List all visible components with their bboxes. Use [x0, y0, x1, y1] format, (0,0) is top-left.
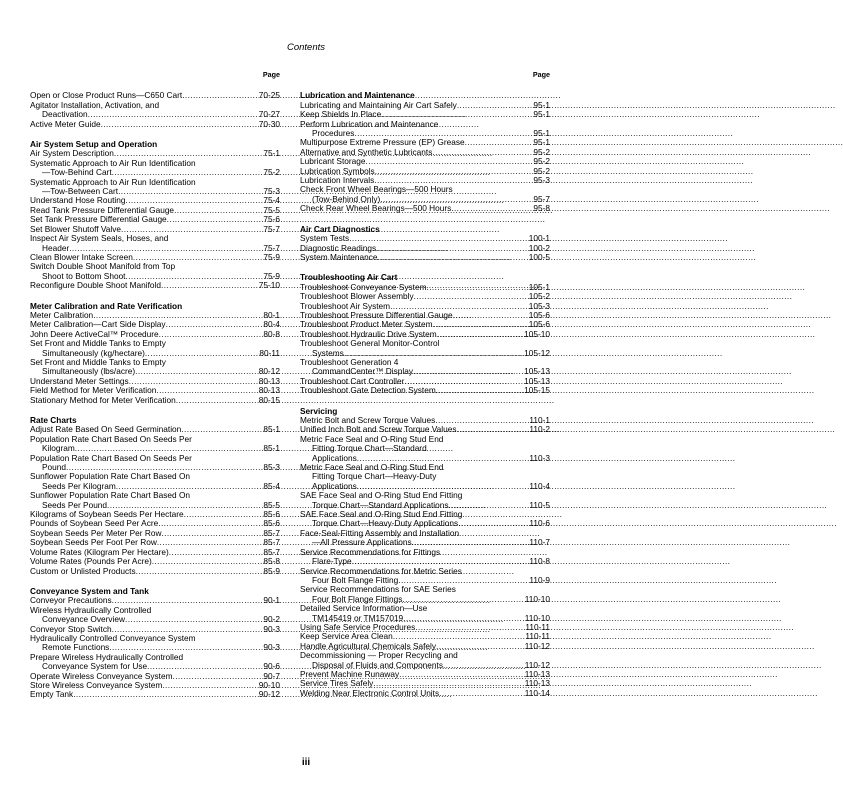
entry-text: Face-Seal-Fitting Assembly and Installation — [300, 527, 460, 538]
entry-text: Disposal of Fluids and Components — [312, 659, 443, 670]
entry-text: Agitator Installation, Activation, and — [30, 99, 160, 110]
entry-text: Operate Wireless Conveyance System — [30, 670, 173, 681]
toc-entry[interactable] — [30, 396, 280, 405]
entry-text: Volume Rates (Pounds Per Acre) — [30, 556, 152, 567]
toc-entry[interactable] — [300, 253, 550, 262]
entry-page: 110-11 — [525, 621, 550, 632]
entry-text: Troubleshoot General Monitor-Control — [300, 338, 440, 349]
dot-leader — [451, 204, 532, 213]
toc-entry[interactable] — [30, 281, 280, 290]
dot-leader — [458, 519, 528, 528]
entry-page: 75-5 — [263, 204, 280, 215]
dot-leader — [159, 330, 263, 339]
toc-section — [300, 273, 550, 395]
entry-text: Troubleshoot Cart Controller — [300, 375, 405, 386]
entry-text: Inspect Air System Seals, Hoses, and — [30, 233, 169, 244]
entry-text: Keep Shields In Place — [300, 109, 382, 120]
entry-text: Open or Close Product Runs—C650 Cart — [30, 90, 183, 101]
toc-entry[interactable] — [300, 120, 550, 139]
entry-text: Population Rate Chart Based On Seeds Per — [30, 452, 192, 463]
entry-text: Lubrication Symbols — [300, 165, 375, 176]
entry-text: System Tests — [300, 233, 350, 244]
entry-text: —All Pressure Applications — [312, 537, 412, 548]
toc-entry[interactable] — [30, 653, 280, 672]
toc-entry[interactable] — [300, 651, 550, 670]
entry-page: 75-9 — [263, 270, 280, 281]
entry-text: Handle Agricultural Chemicals Safely — [300, 640, 437, 651]
entry-text: Soybean Seeds Per Foot Per Row — [30, 537, 157, 548]
entry-text: Prepare Wireless Hydraulically Controlled — [30, 651, 184, 662]
entry-text: Service Recommendations for SAE Series — [300, 584, 456, 595]
toc-entry[interactable] — [30, 472, 280, 491]
entry-text: Lubrication Intervals — [300, 175, 375, 186]
entry-text: Service Recommendations for Metric Series — [300, 565, 462, 576]
entry-page: 95-2 — [533, 146, 550, 157]
entry-text: Kilogram — [42, 443, 75, 454]
dot-leader — [439, 689, 524, 698]
entry-text: Troubleshoot Generation 4 — [300, 356, 399, 367]
entry-page: 105-6 — [528, 319, 550, 330]
toc-entry[interactable] — [300, 689, 550, 698]
entry-text: Soybean Seeds Per Meter Per Row — [30, 527, 162, 538]
entry-page: 110-13 — [524, 678, 550, 689]
toc-entry[interactable] — [300, 339, 550, 358]
entry-text: Conveyance System for Use — [42, 661, 148, 672]
entry-text: CommandCenter™ Display — [312, 366, 413, 377]
entry-text: Adjust Rate Based On Seed Germination — [30, 424, 182, 435]
toc-section — [300, 91, 550, 213]
entry-text: Systems — [312, 347, 344, 358]
entry-page: 85-7 — [263, 546, 280, 557]
page-column-label: Page — [532, 70, 550, 79]
entry-page: 90-2 — [263, 614, 280, 625]
section-title: Rate Charts — [30, 415, 77, 425]
entry-page: 80-13 — [258, 385, 280, 396]
entry-text: Seeds Per Kilogram — [42, 480, 116, 491]
entry-page: 110-5 — [529, 499, 550, 510]
entry-page: 85-4 — [263, 480, 280, 491]
entry-text: Perform Lubrication and Maintenance — [300, 118, 439, 129]
entry-page: 90-6 — [263, 661, 280, 672]
entry-page: 110-8 — [529, 556, 550, 567]
entry-text: Check Front Wheel Bearings—500 Hours — [300, 184, 453, 195]
toc-entry[interactable] — [30, 634, 280, 653]
dot-leader — [437, 330, 524, 339]
toc-entry[interactable] — [300, 585, 550, 604]
entry-text: Reconfigure Double Shoot Manifold — [30, 280, 161, 291]
entry-text: Service Recommendations for Fittings — [300, 546, 441, 557]
dot-leader — [182, 91, 258, 100]
entry-page: 95-2 — [533, 156, 550, 167]
entry-text: Systematic Approach to Air Run Identification — [30, 176, 196, 187]
entry-text: Applications — [312, 480, 357, 491]
entry-page: 75-7 — [263, 223, 280, 234]
entry-page: 110-9 — [529, 574, 550, 585]
entry-page: 75-1 — [263, 148, 280, 159]
entry-text: Check Rear Wheel Bearings—500 Hours — [300, 203, 452, 214]
entry-text: Troubleshoot Air System — [300, 300, 391, 311]
entry-page: 105-13 — [524, 366, 550, 377]
entry-text: Metric Face Seal and O-Ring Stud End — [300, 433, 444, 444]
entry-page: 100-1 — [528, 233, 550, 244]
entry-page: 100-5 — [528, 251, 550, 262]
entry-page: 110-13 — [524, 668, 550, 679]
entry-page: 85-1 — [263, 443, 280, 454]
entry-text: Welding Near Electronic Control Units — [300, 687, 440, 698]
entry-page: 95-8 — [533, 203, 550, 214]
dot-leader — [136, 567, 263, 576]
toc-entry[interactable] — [30, 120, 280, 129]
entry-page: 100-2 — [528, 242, 550, 253]
toc-entry[interactable] — [300, 604, 550, 623]
entry-text: John Deere ActiveCal™ Procedure — [30, 328, 159, 339]
toc-entry[interactable] — [300, 435, 550, 463]
dot-leader — [101, 120, 258, 129]
entry-page: 105-12 — [524, 347, 550, 358]
toc-entry[interactable] — [30, 358, 280, 377]
entry-page: 75-2 — [263, 167, 280, 178]
entry-page: 110-6 — [529, 518, 550, 529]
entry-page: 90-3 — [263, 642, 280, 653]
entry-page: 105-1 — [528, 281, 550, 292]
entry-text: Multipurpose Extreme Pressure (EP) Grease — [300, 137, 465, 148]
toc-entry[interactable] — [300, 463, 550, 491]
dot-leader — [73, 690, 258, 699]
toc-section — [300, 225, 550, 263]
entry-text: Pound — [42, 462, 66, 473]
entry-page: 105-6 — [528, 309, 550, 320]
toc-section — [30, 140, 280, 291]
entry-text: Torque Chart—Heavy-Duty Applications — [312, 518, 459, 529]
entry-page: 70-27 — [258, 109, 280, 120]
page-column-label: Page — [262, 70, 280, 79]
toc-entry[interactable] — [300, 185, 550, 204]
entry-page: 95-1 — [533, 109, 550, 120]
entry-text: Field Method for Meter Verification — [30, 385, 157, 396]
entry-page: 90-3 — [263, 623, 280, 634]
entry-text: Volume Rates (Kilogram Per Hectare) — [30, 546, 169, 557]
entry-page: 85-6 — [263, 518, 280, 529]
entry-text: Troubleshoot Product Meter System — [300, 319, 433, 330]
entry-text: Diagnostic Readings — [300, 242, 377, 253]
toc-entry[interactable] — [300, 510, 550, 529]
toc-entry[interactable] — [30, 454, 280, 473]
entry-page: 95-7 — [533, 193, 550, 204]
dot-leader — [457, 425, 529, 434]
entry-page: 85-9 — [263, 565, 280, 576]
entry-text: —Tow-Between Cart — [42, 186, 119, 197]
entry-text: Switch Double Shoot Manifold from Top — [30, 261, 176, 272]
entry-text: TM145419 or TM157019 — [312, 612, 404, 623]
toc-entry[interactable] — [300, 491, 550, 510]
entry-text: Four Bolt Flange Fitting — [312, 574, 399, 585]
entry-page: 95-1 — [533, 137, 550, 148]
entry-text: Stationary Method for Meter Verification — [30, 394, 176, 405]
page-header-title: Contents — [286, 42, 326, 53]
entry-text: Simultaneously (kg/hectare) — [42, 347, 145, 358]
entry-text: Active Meter Guide — [30, 118, 101, 129]
toc-section — [30, 91, 280, 129]
entry-text: Empty Tank — [30, 689, 74, 700]
entry-page: 110-7 — [529, 537, 550, 548]
entry-text: Set Tank Pressure Differential Gauge — [30, 214, 167, 225]
entry-page: 85-7 — [263, 527, 280, 538]
entry-text: Custom or Unlisted Products — [30, 565, 136, 576]
toc-section — [30, 302, 280, 405]
entry-text: Read Tank Pressure Differential Gauge — [30, 204, 175, 215]
entry-page: 75-4 — [263, 195, 280, 206]
entry-text: Hydraulically Controlled Conveyance System — [30, 632, 196, 643]
entry-text: —Tow-Behind Cart — [42, 167, 112, 178]
entry-page: 110-3 — [529, 452, 550, 463]
entry-page: 75-6 — [263, 214, 280, 225]
toc-right-column — [300, 70, 550, 698]
entry-text: Prevent Machine Runaway — [300, 668, 400, 679]
toc-entry[interactable] — [30, 690, 280, 699]
entry-page: 90-12 — [258, 689, 280, 700]
entry-page: 85-5 — [263, 499, 280, 510]
entry-text: Lubricant Storage — [300, 156, 366, 167]
entry-page: 90-1 — [263, 595, 280, 606]
entry-text: Store Wireless Conveyance System — [30, 679, 163, 690]
entry-text: Set Front and Middle Tanks to Empty — [30, 338, 166, 349]
entry-text: (Tow-Behind Only) — [312, 193, 381, 204]
entry-page: 105-15 — [524, 385, 550, 396]
entry-text: Conveyor Stop Switch — [30, 623, 112, 634]
entry-page: 80-13 — [258, 375, 280, 386]
entry-page: 95-1 — [533, 128, 550, 139]
entry-page: 70-25 — [258, 90, 280, 101]
entry-text: Lubricating and Maintaining Air Cart Safely — [300, 99, 457, 110]
entry-page: 80-11 — [259, 347, 280, 358]
entry-text: Meter Calibration—Cart Side Display — [30, 319, 166, 330]
entry-page: 85-7 — [263, 537, 280, 548]
entry-page: 105-13 — [524, 375, 550, 386]
entry-text: Troubleshoot Hydraulic Drive System — [300, 328, 437, 339]
toc-left-column — [30, 70, 280, 700]
dot-leader — [436, 386, 523, 395]
entry-page: 110-12 — [524, 659, 550, 670]
toc-entry[interactable] — [30, 339, 280, 358]
entry-page: 110-10 — [524, 612, 550, 623]
toc-entry[interactable] — [300, 567, 550, 586]
dot-leader — [176, 396, 258, 405]
dot-leader — [377, 253, 527, 262]
section-title: Air Cart Diagnostics — [300, 223, 380, 234]
entry-text: Troubleshoot Pressure Differential Gauge — [300, 309, 453, 320]
page-number: iii — [301, 757, 311, 768]
entry-page: 105-3 — [528, 300, 550, 311]
toc-entry[interactable] — [300, 386, 550, 395]
toc-entry[interactable] — [30, 234, 280, 253]
section-title: Lubrication and Maintenance — [300, 90, 415, 101]
dot-leader — [161, 281, 258, 290]
entry-page: 110-10 — [524, 593, 550, 604]
entry-page: 70-30 — [258, 118, 280, 129]
entry-text: Metric Bolt and Screw Torque Values — [300, 415, 436, 425]
toc-entry[interactable] — [300, 548, 550, 567]
entry-text: System Maintenance — [300, 251, 378, 262]
toc-entry[interactable] — [30, 606, 280, 625]
toc-section — [30, 416, 280, 576]
toc-entry[interactable] — [30, 101, 280, 120]
toc-entry[interactable] — [30, 159, 280, 178]
entry-page: 85-8 — [263, 556, 280, 567]
section-title: Meter Calibration and Rate Verification — [30, 300, 183, 311]
entry-page: 80-15 — [258, 394, 280, 405]
entry-text: Pounds of Soybean Seed Per Acre — [30, 518, 159, 529]
entry-page: 95-2 — [533, 165, 550, 176]
entry-page: 90-7 — [263, 670, 280, 681]
toc-section — [300, 407, 550, 699]
toc-entry[interactable] — [300, 529, 550, 548]
entry-text: Torque Chart—Standard Applications — [312, 499, 449, 510]
entry-text: Detailed Service Information—Use — [300, 603, 428, 614]
entry-page: 110-2 — [529, 424, 550, 435]
entry-page: 80-4 — [263, 319, 280, 330]
section-title: Conveyance System and Tank — [30, 585, 149, 596]
entry-text: Simultaneously (lbs/acre) — [42, 366, 136, 377]
entry-page: 85-3 — [263, 462, 280, 473]
entry-text: Fitting Torque Chart—Heavy-Duty — [312, 471, 437, 482]
entry-page: 95-1 — [533, 99, 550, 110]
entry-text: Metric Face Seal and O-Ring Stud End — [300, 462, 444, 473]
entry-text: Air System Description — [30, 148, 114, 159]
entry-text: Meter Calibration — [30, 309, 94, 320]
entry-text: Fitting Torque Chart—Standard — [312, 443, 427, 454]
entry-page: 75-10 — [258, 280, 280, 291]
entry-page: 105-10 — [524, 328, 550, 339]
entry-text: Seeds Per Pound — [42, 499, 108, 510]
entry-text: Alternative and Synthetic Lubricants — [300, 146, 433, 157]
entry-text: Keep Service Area Clean — [300, 631, 393, 642]
entry-text: Troubleshoot Blower Assembly — [300, 291, 414, 302]
section-title: Servicing — [300, 405, 338, 416]
entry-page: 95-3 — [533, 175, 550, 186]
entry-page: 110-11 — [525, 631, 550, 642]
entry-text: Set Blower Shutoff Valve — [30, 223, 122, 234]
entry-text: Understand Meter Settings — [30, 375, 129, 386]
entry-text: Conveyance Overview — [42, 614, 126, 625]
entry-text: Using Safe Service Procedures — [300, 621, 416, 632]
entry-text: Population Rate Chart Based On Seeds Per — [30, 433, 192, 444]
entry-text: Unified Inch Bolt and Screw Torque Values — [300, 424, 457, 435]
entry-page: 105-2 — [528, 291, 550, 302]
entry-text: Understand Hose Routing — [30, 195, 126, 206]
entry-text: Clean Blower Intake Screen — [30, 251, 133, 262]
dot-leader — [181, 425, 262, 434]
entry-text: Decommissioning — Proper Recycling and — [300, 650, 458, 661]
entry-text: Service Tires Safely — [300, 678, 374, 689]
entry-text: SAE Face Seal and O-Ring Stud End Fitting — [300, 509, 463, 520]
toc-entry[interactable] — [300, 204, 550, 213]
entry-text: Shoot to Bottom Shoot — [42, 270, 126, 281]
toc-entry[interactable] — [30, 262, 280, 281]
entry-page: 90-10 — [258, 679, 280, 690]
toc-section — [30, 587, 280, 700]
entry-page: 110-14 — [524, 687, 550, 698]
entry-text: Sunflower Population Rate Chart Based On — [30, 471, 191, 482]
toc-entry[interactable] — [30, 491, 280, 510]
entry-page: 75-9 — [263, 251, 280, 262]
entry-page: 80-12 — [258, 366, 280, 377]
section-title: Air System Setup and Operation — [30, 139, 158, 150]
entry-text: Troubleshoot Gate Detection System — [300, 385, 436, 396]
entry-page: 75-3 — [263, 186, 280, 197]
section-title: Troubleshooting Air Cart — [300, 272, 398, 283]
toc-entry[interactable] — [30, 567, 280, 576]
entry-page: 80-1 — [263, 309, 280, 320]
entry-text: Kilograms of Soybean Seeds Per Hectare — [30, 509, 184, 520]
entry-text: Header — [42, 242, 70, 253]
entry-page: 85-1 — [263, 424, 280, 435]
entry-text: Procedures — [312, 128, 355, 139]
entry-text: Systematic Approach to Air Run Identification — [30, 157, 196, 168]
entry-text: Remote Functions — [42, 642, 110, 653]
entry-text: Applications — [312, 452, 357, 463]
entry-page: 110-1 — [529, 415, 550, 425]
entry-page: 80-8 — [263, 328, 280, 339]
entry-text: Conveyor Precautions — [30, 595, 112, 606]
entry-text: Flare-Type — [312, 556, 352, 567]
entry-text: Four Bolt Flange Fittings — [312, 593, 403, 604]
toc-entry[interactable] — [300, 358, 550, 377]
entry-text: Wireless Hydraulically Controlled — [30, 604, 152, 615]
entry-text: Sunflower Population Rate Chart Based On — [30, 490, 191, 501]
entry-page: 85-6 — [263, 509, 280, 520]
toc-entry[interactable] — [30, 178, 280, 197]
entry-text: Set Front and Middle Tanks to Empty — [30, 356, 166, 367]
entry-text: Deactivation — [42, 109, 88, 120]
toc-entry[interactable] — [30, 435, 280, 454]
entry-page: 110-12 — [524, 640, 550, 651]
entry-text: Troubleshoot Conveyance System — [300, 281, 427, 292]
entry-text: SAE Face Seal and O-Ring Stud End Fitting — [300, 490, 463, 501]
entry-page: 110-4 — [529, 480, 550, 491]
entry-page: 75-7 — [263, 242, 280, 253]
